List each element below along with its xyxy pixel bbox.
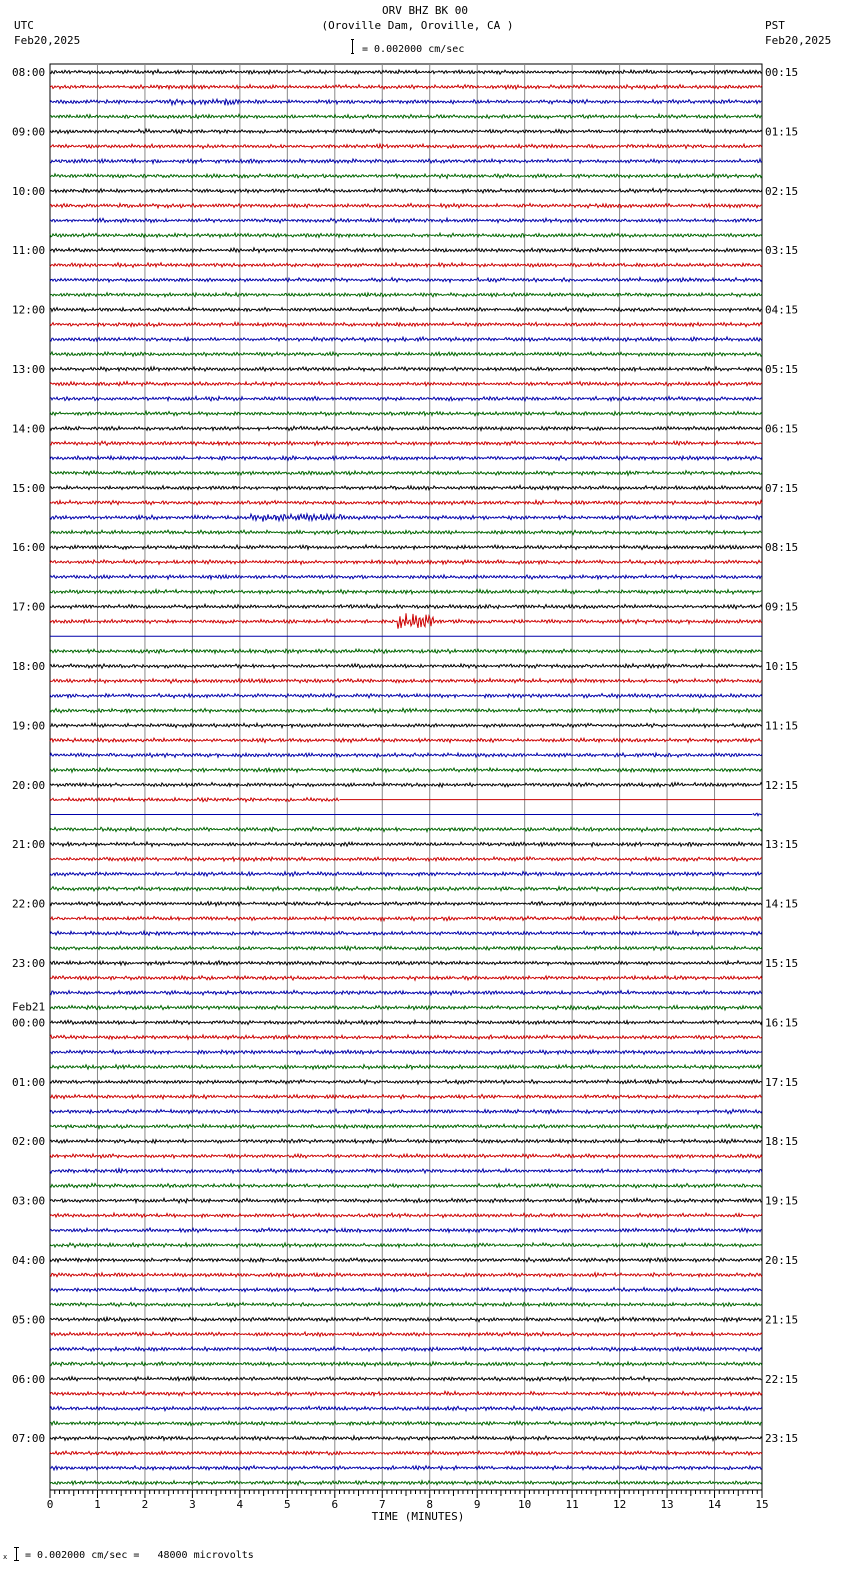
pst-time-label: 14:15 [765,897,799,911]
seismic-trace [50,159,762,163]
seismic-trace [50,1080,762,1084]
seismic-trace [50,590,762,595]
x-tick-label: 10 [518,1498,532,1511]
utc-hour-label: 05:00 [12,1313,46,1327]
seismic-trace [50,70,762,75]
seismic-trace [50,263,762,268]
seismic-trace [50,723,762,727]
x-tick-label: 5 [284,1498,291,1511]
seismic-trace [50,293,762,297]
seismic-trace [50,560,762,565]
seismic-trace [50,278,762,283]
seismic-trace [50,248,762,253]
seismic-trace [50,753,762,757]
seismic-trace [50,738,762,742]
scale-text: = 0.002000 cm/sec [362,44,465,55]
seismic-trace [50,1347,762,1351]
seismic-trace [50,1050,762,1054]
svg-text:x: x [3,1553,8,1561]
pst-time-label: 01:15 [765,125,799,139]
seismic-trace [50,99,762,105]
seismic-trace [50,990,762,995]
pst-time-label: 09:15 [765,600,799,614]
utc-hour-label: 01:00 [12,1075,46,1089]
pst-time-label: 08:15 [765,541,799,555]
seismic-trace [50,322,762,326]
utc-hour-label: 17:00 [12,600,46,614]
plot-frame [50,64,762,1490]
seismic-trace [50,144,762,148]
seismic-trace [50,768,762,772]
seismic-trace [50,396,762,400]
seismic-trace [50,530,762,535]
seismic-trace [50,1198,762,1202]
seismic-trace [50,1228,762,1232]
utc-hour-label: 21:00 [12,838,46,852]
x-tick-label: 2 [141,1498,149,1511]
pst-time-label: 11:15 [765,719,799,733]
x-tick-label: 11 [565,1498,579,1511]
seismic-trace [50,426,762,430]
seismic-trace [50,1332,762,1336]
x-tick-label: 9 [473,1498,481,1511]
utc-hour-label: 00:00 [12,1016,46,1030]
pst-time-label: 22:15 [765,1372,799,1386]
seismic-trace [753,813,762,816]
utc-hour-label: 12:00 [12,303,46,317]
seismic-trace [50,441,762,445]
seismic-trace [50,85,762,89]
seismic-trace [50,1451,762,1455]
left-timezone: UTC [14,19,34,32]
seismic-trace [50,575,762,579]
seismic-trace [50,1436,762,1441]
seismic-trace [50,1154,762,1158]
seismic-trace [50,1258,762,1262]
seismic-trace [50,1421,762,1425]
pst-time-label: 05:15 [765,363,799,376]
seismic-trace [50,1377,762,1382]
x-axis-label: TIME (MINUTES) [371,1510,465,1523]
seismic-trace [50,946,762,950]
seismic-trace [50,189,762,193]
right-timezone: PST [765,19,785,32]
utc-hour-label: 03:00 [12,1194,46,1208]
seismic-trace [50,1481,762,1485]
utc-hour-label: 04:00 [12,1254,46,1267]
seismic-trace [50,486,762,491]
seismic-trace [50,827,762,832]
pst-time-label: 07:15 [765,481,799,495]
pst-time-label: 20:15 [765,1254,799,1267]
utc-hour-label: 11:00 [12,244,46,258]
seismic-trace [50,1317,762,1321]
utc-hour-label: 18:00 [12,660,46,673]
station-title: ORV BHZ BK 00 [381,4,469,17]
pst-time-label: 16:15 [765,1016,799,1030]
seismic-trace [50,456,762,460]
seismic-trace [50,1243,762,1248]
seismic-trace [50,783,762,788]
x-tick-label: 14 [707,1498,722,1511]
seismic-trace [50,679,762,684]
seismic-trace [50,798,339,802]
seismic-trace [50,1466,762,1470]
pst-time-label: 10:15 [765,660,799,673]
station-location: (Oroville Dam, Oroville, CA ) [321,19,514,32]
pst-time-label: 19:15 [765,1194,799,1208]
x-tick-label: 6 [331,1498,339,1511]
seismic-trace [50,352,762,356]
seismic-trace [50,114,762,118]
x-tick-label: 4 [236,1498,244,1511]
seismic-trace [50,545,762,550]
pst-time-label: 18:15 [765,1135,799,1149]
seismic-trace [50,1095,762,1099]
pst-time-label: 12:15 [765,778,799,792]
seismic-trace [50,1273,762,1277]
utc-hour-label: 14:00 [12,422,46,436]
seismic-trace [50,857,762,861]
seismic-trace [50,382,762,386]
seismic-trace [50,1391,762,1396]
seismic-trace [50,1406,762,1410]
seismic-trace [50,1139,762,1143]
seismic-trace [50,411,762,415]
seismic-trace [50,1169,762,1173]
seismic-trace [50,976,762,981]
utc-hour-label: 09:00 [12,125,46,139]
seismic-trace [50,887,762,891]
utc-hour-label: 22:00 [12,897,46,911]
seismic-trace [50,233,762,237]
seismic-trace [50,916,762,920]
seismic-trace [50,842,762,847]
seismic-trace [50,1288,762,1292]
seismic-trace [50,902,762,906]
seismic-trace [50,500,762,504]
pst-time-label: 04:15 [765,303,799,317]
right-date: Feb20,2025 [765,34,832,47]
seismic-trace [50,1302,762,1306]
seismic-trace [50,1109,762,1113]
utc-hour-label: 19:00 [12,719,46,733]
seismic-trace [50,604,762,608]
seismic-trace [50,367,762,371]
footer-scale-icon [3,1546,19,1560]
pst-time-label: 21:15 [765,1313,799,1327]
seismic-trace [50,1184,762,1188]
seismic-trace [50,1020,762,1024]
x-tick-label: 1 [94,1498,101,1511]
pst-time-label: 03:15 [765,244,799,258]
utc-hour-label: 20:00 [12,778,46,792]
seismic-trace [50,218,762,223]
seismic-trace [50,694,762,698]
utc-hour-label: 16:00 [12,541,46,555]
x-tick-label: 3 [189,1498,196,1511]
seismic-trace [50,649,762,653]
seismic-trace [50,1006,762,1010]
pst-time-label: 06:15 [765,422,799,436]
utc-hour-label: 02:00 [12,1135,46,1149]
seismic-trace [50,1065,762,1070]
pst-time-label: 23:15 [765,1432,799,1446]
seismic-trace [50,204,762,208]
seismic-trace [50,872,762,877]
utc-hour-label: 10:00 [12,184,46,198]
x-tick-label: 8 [426,1498,434,1511]
seismic-trace [50,1213,762,1218]
x-tick-label: 15 [755,1498,769,1511]
seismic-trace [50,664,762,668]
footer-scale-note: = 0.002000 cm/sec = 48000 microvolts [25,1550,254,1561]
utc-hour-label: 06:00 [12,1372,46,1386]
seismic-trace [50,514,762,522]
left-date: Feb20,2025 [14,34,81,47]
x-tick-label: 13 [660,1498,674,1511]
pst-time-label: 17:15 [765,1075,799,1089]
x-tick-label: 12 [612,1498,627,1511]
seismic-trace [50,1035,762,1039]
utc-hour-label: 07:00 [12,1432,46,1446]
utc-hour-label: 15:00 [12,481,46,495]
x-tick-label: 7 [378,1498,386,1511]
pst-time-label: 02:15 [765,184,799,198]
seismic-trace [50,337,762,342]
seismic-trace [50,708,762,712]
pst-time-label: 13:15 [765,838,799,852]
seismic-trace [50,174,762,179]
seismic-trace [50,931,762,935]
pst-time-label: 15:15 [765,957,799,970]
seismic-trace [50,961,762,965]
pst-time-label: 00:15 [765,66,799,79]
seismic-trace [50,1124,762,1128]
x-tick-label: 0 [46,1498,54,1511]
seismic-trace [50,471,762,476]
seismic-trace [50,1362,762,1367]
utc-hour-label: 23:00 [12,957,46,970]
seismic-trace [50,129,762,133]
utc-hour-label: 08:00 [12,66,46,79]
utc-hour-label: 13:00 [12,363,46,376]
seismic-trace [50,613,762,628]
utc-hour-label: Feb21 [12,1000,46,1014]
seismic-trace [50,307,762,311]
